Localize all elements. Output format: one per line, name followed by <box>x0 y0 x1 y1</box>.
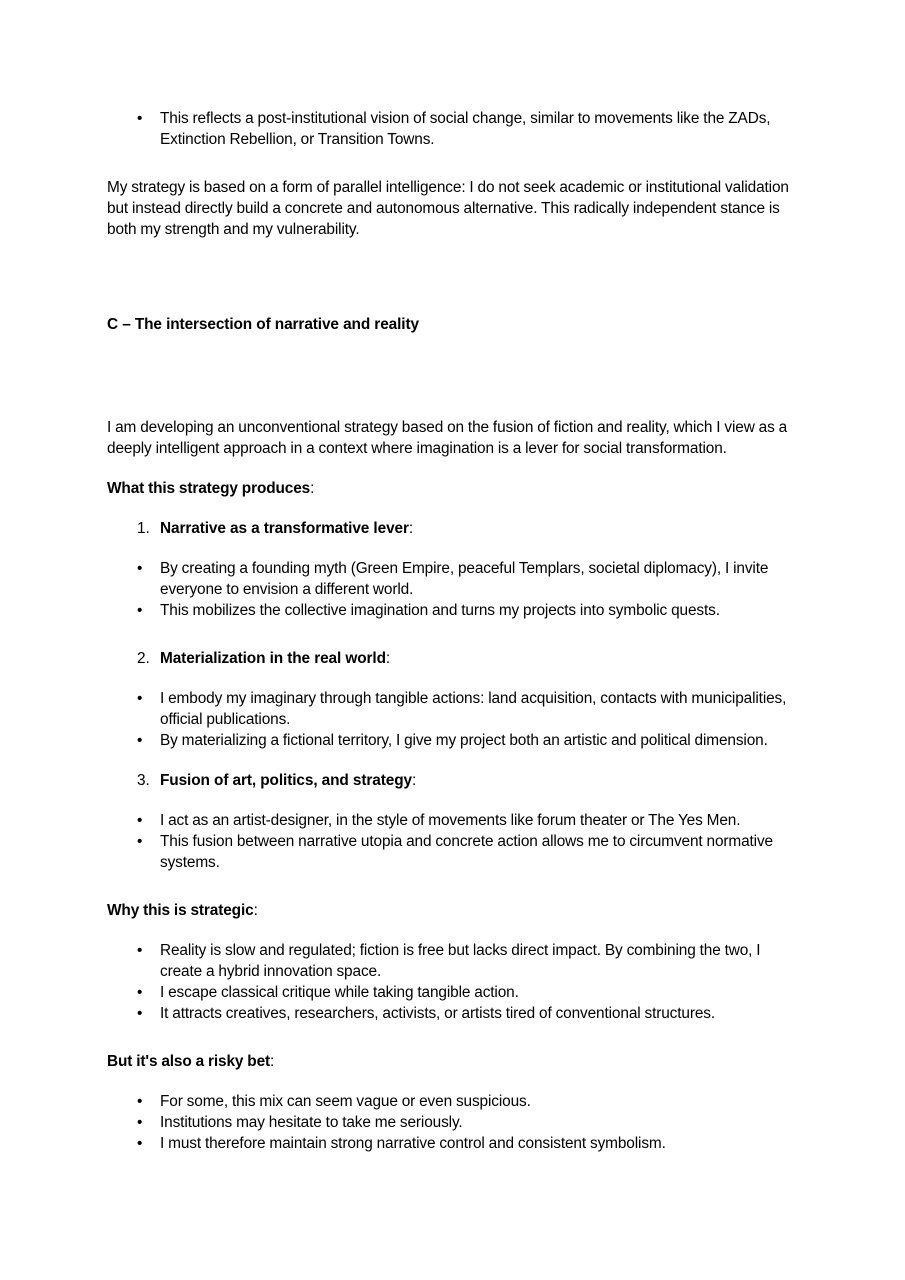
lead-what-this-strategy-produces <box>107 478 791 499</box>
list-item: • I act as an artist-designer, in the style of movements like forum theater or The Yes Men. <box>107 810 791 831</box>
bullet-list-item-1 <box>107 558 791 621</box>
spacer <box>107 150 791 177</box>
list-item <box>107 770 791 791</box>
list-item <box>107 648 791 669</box>
list-item: • By creating a founding myth (Green Empire, peaceful Templars, societal diplomacy), I invite everyone to envision a different world. <box>107 558 791 600</box>
spacer <box>107 921 791 940</box>
spacer <box>107 1024 791 1051</box>
spacer <box>107 390 791 417</box>
spacer <box>107 539 791 558</box>
numbered-list-item-2 <box>107 648 791 669</box>
item-label: Fusion of art, politics, and strategy <box>160 772 412 789</box>
lead-colon: : <box>270 1053 275 1070</box>
bullet-list-item-3 <box>107 810 791 873</box>
lead-risky-bet <box>107 1051 791 1072</box>
list-item: • I escape classical critique while taking tangible action. <box>107 982 791 1003</box>
spacer <box>107 459 791 478</box>
bullet-list-risky <box>107 1091 791 1154</box>
list-item: • This mobilizes the collective imagination and turns my projects into symbolic quests. <box>107 600 791 621</box>
item-colon: : <box>408 520 414 537</box>
list-item: • By materializing a fictional territory, I give my project both an artistic and political dimension. <box>107 730 791 751</box>
list-item: • For some, this mix can seem vague or even suspicious. <box>107 1091 791 1112</box>
list-item: • This fusion between narrative utopia and concrete action allows me to circumvent normative systems. <box>107 831 791 873</box>
spacer <box>107 295 791 314</box>
list-item: • I embody my imaginary through tangible actions: land acquisition, contacts with municipalities, official publications. <box>107 688 791 730</box>
paragraph-developing: I am developing an unconventional strategy based on the fusion of fiction and reality, which I view as a deeply intelligent approach in a context where imagination is a lever for social transformation. <box>107 419 788 457</box>
lead-why-this-is-strategic <box>107 900 791 921</box>
list-item: • I must therefore maintain strong narrative control and consistent symbolism. <box>107 1133 791 1154</box>
list-item: • This reflects a post-institutional vision of social change, similar to movements like the ZADs, Extinction Rebellion, or Transition Towns. <box>107 108 791 150</box>
numbered-list-item-3 <box>107 770 791 791</box>
lead-label: But it's also a risky bet <box>107 1053 271 1070</box>
spacer <box>107 873 791 900</box>
lead-colon: : <box>253 902 258 919</box>
spacer <box>107 240 791 295</box>
lead-label: Why this is strategic <box>107 902 254 919</box>
lead-label: What this strategy produces <box>107 480 311 497</box>
list-item: • Institutions may hesitate to take me seriously. <box>107 1112 791 1133</box>
section-heading-c: C – The intersection of narrative and reality <box>107 316 419 333</box>
numbered-list-item-1 <box>107 518 791 539</box>
bullet-list-item-2 <box>107 688 791 751</box>
spacer <box>107 1072 791 1091</box>
spacer <box>107 669 791 688</box>
list-item: • Reality is slow and regulated; fiction is free but lacks direct impact. By combining the two, I create a hybrid innovation space. <box>107 940 791 982</box>
item-colon: : <box>412 772 417 789</box>
item-label: Materialization in the real world <box>160 650 386 667</box>
spacer <box>107 751 791 770</box>
bullet-list-strategic <box>107 940 791 1024</box>
list-item: • It attracts creatives, researchers, activists, or artists tired of conventional structures. <box>107 1003 791 1024</box>
spacer <box>107 791 791 810</box>
lead-colon: : <box>310 480 315 497</box>
spacer <box>107 335 791 390</box>
paragraph-strategy: My strategy is based on a form of parallel intelligence: I do not seek academic or institutional validation but instead directly build a concrete and autonomous alternative. This radically independent stance is both my strength and my vulnerability. <box>107 179 789 238</box>
item-label: Narrative as a transformative lever <box>160 520 409 537</box>
intro-bullet-list <box>107 108 791 150</box>
spacer <box>107 621 791 648</box>
list-item <box>107 518 791 539</box>
document-body <box>107 108 791 1154</box>
spacer <box>107 499 791 518</box>
item-colon: : <box>385 650 391 667</box>
